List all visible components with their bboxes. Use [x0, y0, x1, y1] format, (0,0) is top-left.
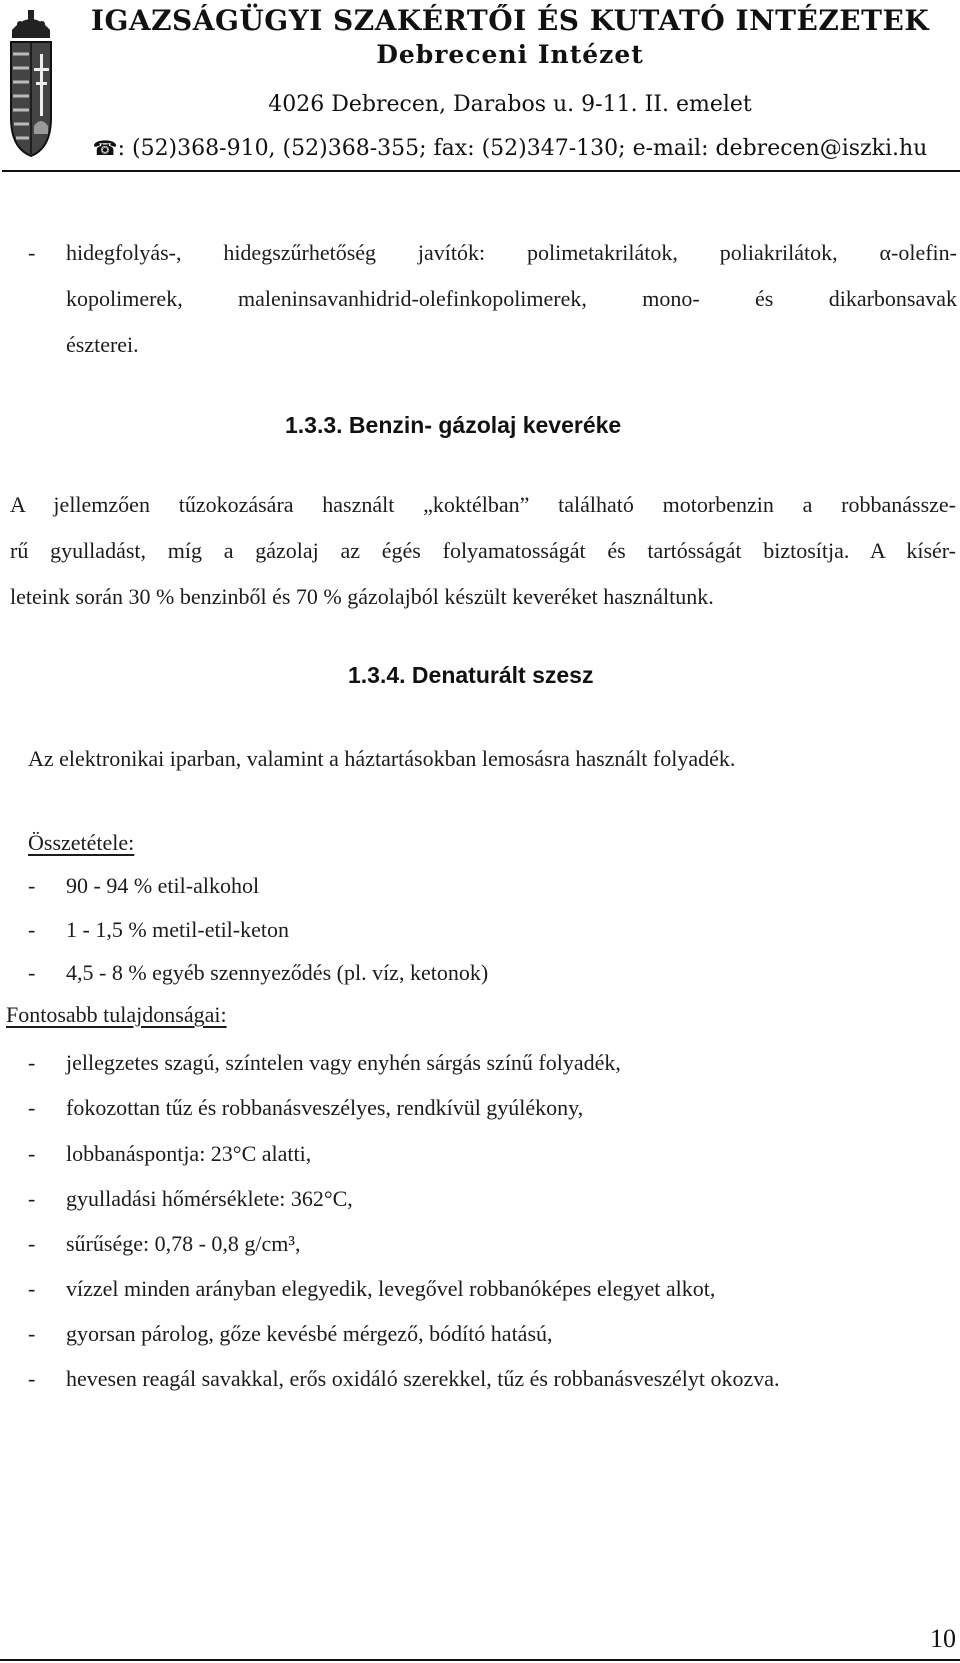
list-dash: -: [28, 1186, 36, 1211]
list-dash: -: [28, 917, 36, 942]
list-dash: -: [28, 1050, 36, 1075]
property-item: vízzel minden arányban elegyedik, levegővel robbanóképes elegyet alkot,: [66, 1276, 716, 1301]
paragraph-133-line-3: leteink során 30 % benzinből és 70 % gázolajból készült keveréket használtunk.: [10, 584, 714, 609]
property-item: hevesen reagál savakkal, erős oxidáló szerekkel, tűz és robbanásveszélyt okozva.: [66, 1366, 780, 1391]
section-heading-134: 1.3.4. Denaturált szesz: [348, 662, 594, 688]
intro-line-1: hidegfolyás-, hidegszűrhetőség javítók: polimetakrilátok, poliakrilátok, α-olefin-: [66, 240, 957, 265]
composition-label: Összetétele:: [28, 830, 135, 855]
page-number: 10: [930, 1624, 956, 1653]
properties-label: Fontosabb tulajdonságai:: [6, 1002, 227, 1027]
list-dash: -: [28, 1095, 36, 1120]
address: 4026 Debrecen, Darabos u. 9-11. II. emelet: [268, 92, 752, 117]
property-item: jellegzetes szagú, színtelen vagy enyhén sárgás színű folyadék,: [66, 1050, 621, 1075]
composition-item: 90 - 94 % etil-alkohol: [66, 873, 260, 898]
property-item: lobbanáspontja: 23°C alatti,: [66, 1141, 312, 1166]
paragraph-133-line-2: rű gyulladást, míg a gázolaj az égés folyamatosságát és tartósságát biztosítja. A kísér-: [10, 538, 956, 563]
list-dash: -: [28, 240, 36, 265]
paragraph-133-line-1: A jellemzően tűzokozására használt „koktélban” található motorbenzin a robbanássze-: [10, 492, 956, 517]
list-dash: -: [28, 1231, 36, 1256]
property-item: sűrűsége: 0,78 - 0,8 g/cm³,: [66, 1231, 301, 1256]
composition-item: 1 - 1,5 % metil-etil-keton: [66, 917, 289, 942]
paragraph-134-intro: Az elektronikai iparban, valamint a háztartásokban lemosásra használt folyadék.: [28, 746, 736, 771]
intro-line-2: kopolimerek, maleninsavanhidrid-olefinkopolimerek, mono- és dikarbonsavak: [66, 286, 957, 311]
composition-item: 4,5 - 8 % egyéb szennyeződés (pl. víz, ketonok): [66, 960, 489, 985]
list-dash: -: [28, 873, 36, 898]
property-item: gyulladási hőmérséklete: 362°C,: [66, 1186, 353, 1211]
contact-details: : (52)368-910, (52)368-355; fax: (52)347-130; e-mail: debrecen@iszki.hu: [117, 136, 928, 161]
section-heading-133: 1.3.3. Benzin- gázolaj keveréke: [285, 412, 622, 438]
hungarian-coat-of-arms-icon: [6, 8, 56, 158]
list-dash: -: [28, 1366, 36, 1391]
list-dash: -: [28, 1321, 36, 1346]
list-dash: -: [28, 1276, 36, 1301]
property-item: fokozottan tűz és robbanásveszélyes, rendkívül gyúlékony,: [66, 1095, 584, 1120]
contact-line: [60, 136, 960, 161]
institute-name: IGAZSÁGÜGYI SZAKÉRTŐI ÉS KUTATÓ INTÉZETEK: [90, 4, 930, 37]
branch-name: Debreceni Intézet: [376, 40, 644, 69]
property-item: gyorsan párolog, gőze kevésbé mérgező, bódító hatású,: [66, 1321, 553, 1346]
list-dash: -: [28, 1141, 36, 1166]
telephone-icon: ☎: [92, 136, 118, 160]
header-divider: [2, 170, 960, 172]
intro-line-3: észterei.: [66, 332, 139, 357]
list-dash: -: [28, 960, 36, 985]
footer-divider: [0, 1659, 960, 1661]
